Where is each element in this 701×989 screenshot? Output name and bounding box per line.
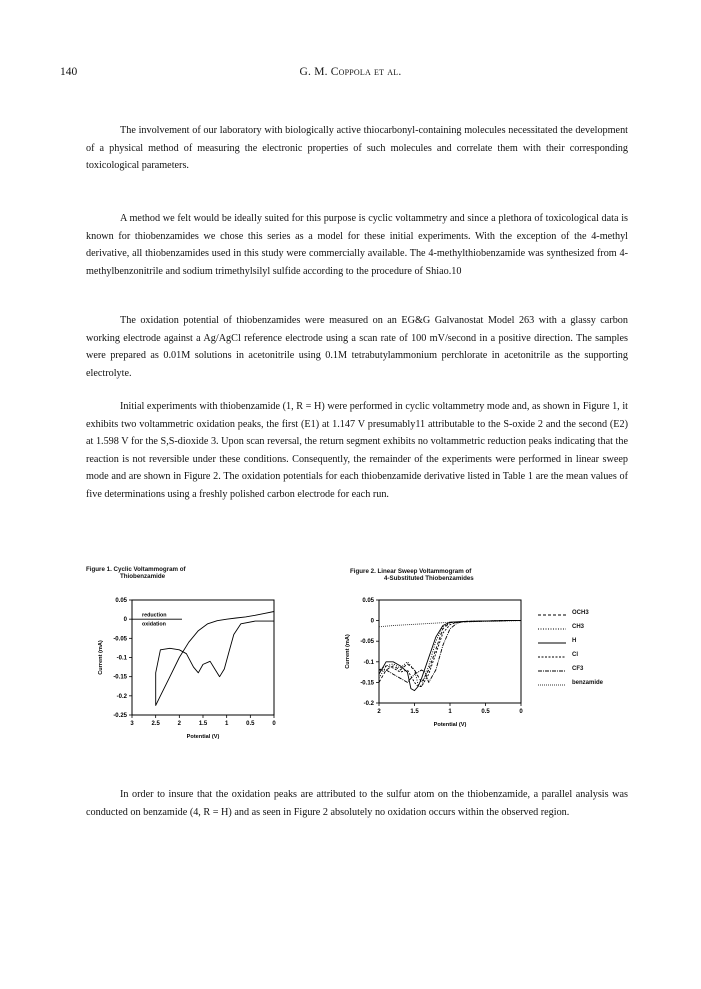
paragraph-3: The oxidation potential of thiobenzamides were measured on an EG&G Galvanostat Model 263 with a glassy carbon working electrode against a Ag/AgCl reference electrode using a scan rate of 100 mV/second in a positive direction. The samples were prepared as 0.01M solutions in acetonitrile using 0.1M tetrabutylammonium perchlorate in acetonitrile as the supporting electrolyte.: [86, 315, 628, 379]
legend-entry: [538, 638, 628, 652]
fig1-x-tick-label: 1.5: [198, 721, 208, 727]
fig2-plot-frame: [379, 600, 521, 703]
paragraph-1: The involvement of our laboratory with biologically active thiocarbonyl-containing molecules necessitated the development of a physical method of measuring the electronic properties of such molecules and correlate them with their corresponding toxicological parameters.: [86, 125, 628, 172]
fig1-y-tick-label: 0: [123, 617, 127, 624]
fig1-x-tick-label: 2.5: [151, 721, 160, 727]
fig1-x-tick-label: 1: [224, 721, 229, 727]
fig1-x-tick-label: 2: [177, 721, 182, 727]
legend-swatch: [538, 682, 566, 688]
figure-2-legend: [538, 610, 628, 694]
legend-swatch: [538, 612, 566, 618]
fig1-x-tick-label: 3: [130, 721, 134, 727]
fig1-series-line-0: [156, 612, 274, 706]
figure-1-chart: [86, 566, 296, 751]
fig1-y-tick-label: -0.2: [116, 693, 127, 700]
legend-swatch: [538, 654, 566, 660]
fig1-y-axis-label: Current (mA): [98, 640, 104, 675]
legend-entry: [538, 652, 628, 666]
fig2-series-line-ch3: [379, 621, 521, 687]
fig1-x-axis-label: Potential (V): [186, 734, 220, 740]
figure-1-title-line1: Cyclic Voltammogram of: [113, 566, 186, 573]
legend-label: OCH3: [572, 610, 589, 616]
page-number: 140: [60, 66, 78, 78]
fig1-y-tick-label: -0.05: [113, 636, 127, 643]
fig2-y-tick-label: 0: [370, 618, 374, 625]
fig2-x-tick-label: 0: [519, 709, 523, 715]
legend-entry: [538, 680, 628, 694]
fig2-series-line-benzamide: [379, 621, 521, 627]
fig2-y-tick-label: -0.05: [360, 639, 374, 646]
fig2-y-tick-label: -0.1: [363, 659, 374, 666]
figure-2-title-line1: Linear Sweep Voltammogram of: [377, 568, 472, 575]
fig2-x-axis-label: Potential (V): [433, 722, 467, 728]
fig2-x-tick-label: 1.5: [410, 709, 419, 715]
fig1-y-tick-label: 0.05: [115, 598, 127, 604]
figure-1: [86, 566, 296, 751]
legend-swatch: [538, 626, 566, 632]
fig1-x-tick-label: 0.5: [246, 721, 255, 727]
fig1-y-tick-label: -0.25: [113, 713, 127, 719]
figure-1-title-line2: Thiobenzamide: [120, 573, 166, 580]
fig1-y-tick-label: -0.15: [113, 674, 127, 681]
legend-label: H: [572, 638, 577, 644]
fig2-series-line-cl: [379, 621, 521, 687]
fig2-series-line-cf3: [379, 621, 521, 683]
fig1-y-tick-label: -0.1: [116, 655, 127, 662]
fig1-annotation-oxidation: oxidation: [142, 621, 166, 628]
running-head: G. M. Coppola et al.: [299, 66, 402, 78]
fig2-x-tick-label: 1: [448, 709, 452, 715]
paragraph-4: Initial experiments with thiobenzamide (1, R = H) were performed in cyclic voltammetry mode and, as shown in Figure 1, it exhibits two voltammetric oxidation peaks, the first (E1) at 1.147 V presumably11 attributable to the S-oxide 2 and the second (E2) at 1.598 V for the S,S-dioxide 3. Upon scan reversal, the return segment exhibits no voltammetric reduction peaks indicating that the reaction is not reversible under these conditions. Consequently, the remainder of the experiments were performed in linear sweep mode and are shown in Figure 2. The oxidation potentials for each thiobenzamide derivative listed in Table 1 are the mean values of five determinations using a freshly polished carbon electrode for each run.: [86, 401, 628, 500]
fig2-x-tick-label: 0.5: [481, 709, 490, 715]
paragraph-5: In order to insure that the oxidation peaks are attributed to the sulfur atom on the thiobenzamide, a parallel analysis was conducted on benzamide (4, R = H) and as seen in Figure 2 absolutely no oxidation occurs within the observed region.: [86, 789, 628, 818]
legend-entry: [538, 624, 628, 638]
fig2-y-axis-label: Current (mA): [345, 634, 351, 669]
paragraph-2: A method we felt would be ideally suited for this purpose is cyclic voltammetry and since a plethora of toxicological data is known for thiobenzamides we chose this series as a model for these initial experiments. With the exception of the 4-methyl derivative, all thiobenzamides used in this study were commercially available. The 4-methylthiobenzamide was synthesized from 4-methylbenzonitrile and sodium trimethylsilyl sulfide according to the procedure of Shiao.10: [86, 213, 628, 277]
figure-2-label: Figure 2.: [350, 568, 376, 575]
legend-entry: [538, 610, 628, 624]
figure-2-title-line2: 4-Substituted Thiobenzamides: [384, 575, 474, 582]
legend-label: CF3: [572, 666, 584, 672]
fig1-x-tick-label: 0: [272, 721, 276, 727]
fig2-y-tick-label: 0.05: [362, 598, 374, 604]
legend-swatch: [538, 640, 566, 646]
fig2-y-tick-label: -0.2: [363, 701, 374, 707]
fig2-series-line-h: [379, 621, 521, 691]
legend-entry: [538, 666, 628, 680]
page-header: [0, 66, 701, 82]
legend-label: Cl: [572, 652, 578, 658]
legend-label: CH3: [572, 624, 585, 630]
fig1-annotation-reduction: reduction: [142, 612, 167, 619]
fig2-y-tick-label: -0.15: [360, 680, 374, 687]
legend-label: benzamide: [572, 680, 604, 686]
figure-1-label: Figure 1.: [86, 566, 112, 573]
fig2-x-tick-label: 2: [377, 709, 381, 715]
legend-swatch: [538, 668, 566, 674]
